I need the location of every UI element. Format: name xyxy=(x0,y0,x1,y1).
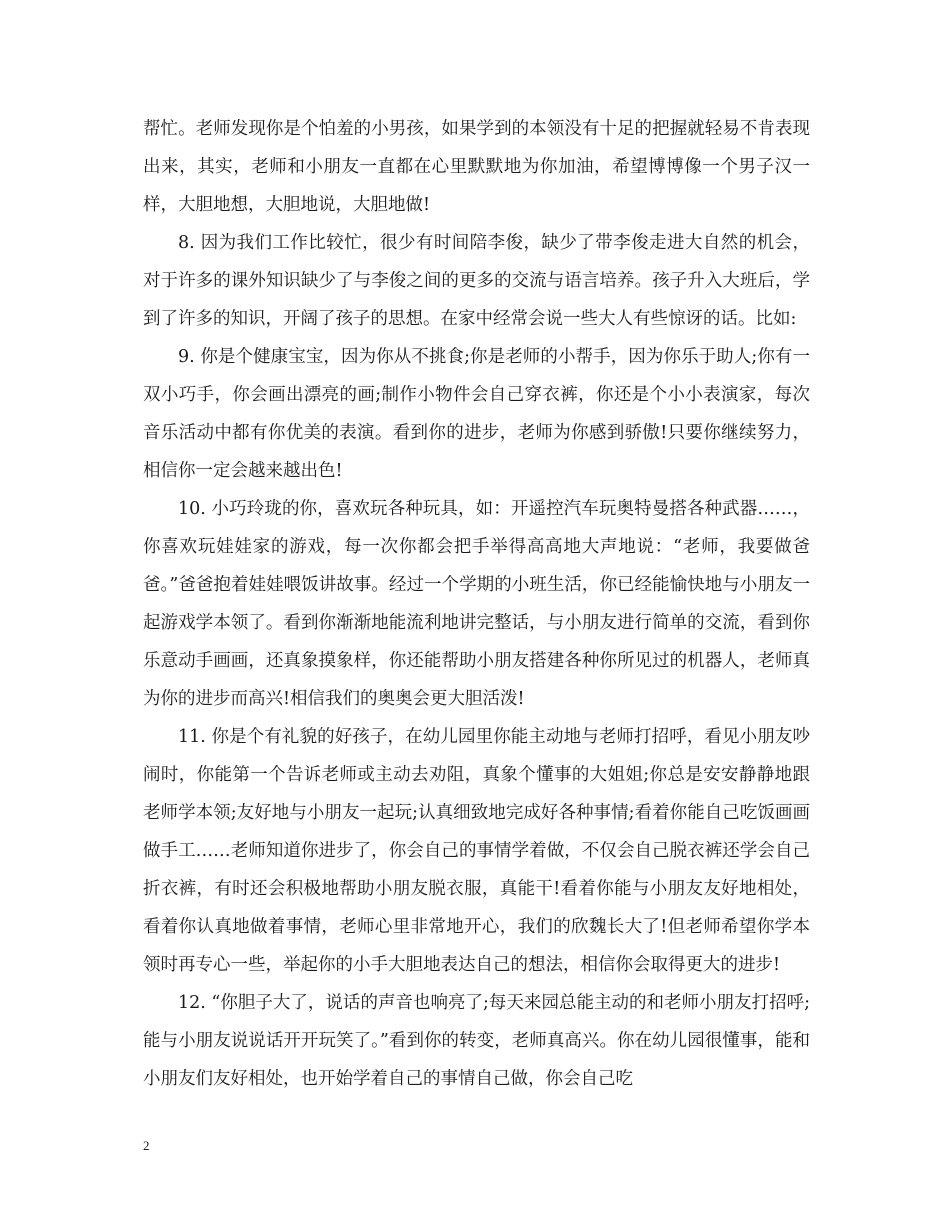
paragraph-item-9: 9. 你是个健康宝宝，因为你从不挑食;你是老师的小帮手，因为你乐于助人;你有一双小巧手，你会画出漂亮的画;制作小物件会自己穿衣裤，你还是个小小表演家，每次音乐活动中都有你优美的表演。看到你的进步，老师为你感到骄傲!只要你继续努力，相信你一定会越来越出色! xyxy=(143,347,810,481)
paragraph-item-11: 11. 你是个有礼貌的好孩子，在幼儿园里你能主动地与老师打招呼，看见小朋友吵闹时，你能第一个告诉老师或主动去劝阻，真象个懂事的大姐姐;你总是安安静静地跟老师学本领;友好地与小朋友一起玩;认真细致地完成好各种事情;看着你能自己吃饭画画做手工……老师知道你进步了，你会自己的事情学着做，不仅会自己脱衣裤还学会自己折衣裤，有时还会积极地帮助小朋友脱衣服，真能干!看着你能与小朋友友好地相处，看着你认真地做着事情，老师心里非常地开心，我们的欣魏长大了!但老师希望你学本领时再专心一些，举起你的小手大胆地表达自己的想法，相信你会取得更大的进步! xyxy=(143,727,810,975)
paragraph-continuation: 帮忙。老师发现你是个怕羞的小男孩，如果学到的本领没有十足的把握就轻易不肯表现出来，其实，老师和小朋友一直都在心里默默地为你加油，希望博博像一个男子汉一样，大胆地想，大胆地说，大胆地做! xyxy=(143,119,810,215)
document-body xyxy=(143,110,810,1098)
paragraph-item-8: 8. 因为我们工作比较忙，很少有时间陪李俊，缺少了带李俊走进大自然的机会，对于许多的课外知识缺少了与李俊之间的更多的交流与语言培养。孩子升入大班后，学到了许多的知识，开阔了孩子的思想。在家中经常会说一些大人有些惊讶的话。比如: xyxy=(143,233,810,329)
paragraph-item-12: 12. “你胆子大了，说话的声音也响亮了;每天来园总能主动的和老师小朋友打招呼;能与小朋友说说话开开玩笑了。”看到你的转变，老师真高兴。你在幼儿园很懂事，能和小朋友们友好相处，也开始学着自己的事情自己做，你会自己吃 xyxy=(143,993,810,1089)
paragraph-item-10: 10. 小巧玲珑的你，喜欢玩各种玩具，如：开遥控汽车玩奥特曼搭各种武器……，你喜欢玩娃娃家的游戏，每一次你都会把手举得高高地大声地说：“老师，我要做爸爸。”爸爸抱着娃娃喂饭讲故事。经过一个学期的小班生活，你已经能愉快地与小朋友一起游戏学本领了。看到你渐渐地能流利地讲完整话，与小朋友进行简单的交流，看到你乐意动手画画，还真象摸象样，你还能帮助小朋友搭建各种你所见过的机器人，老师真为你的进步而高兴!相信我们的奥奥会更大胆活泼! xyxy=(143,499,810,709)
page-number: 2 xyxy=(143,1138,150,1153)
